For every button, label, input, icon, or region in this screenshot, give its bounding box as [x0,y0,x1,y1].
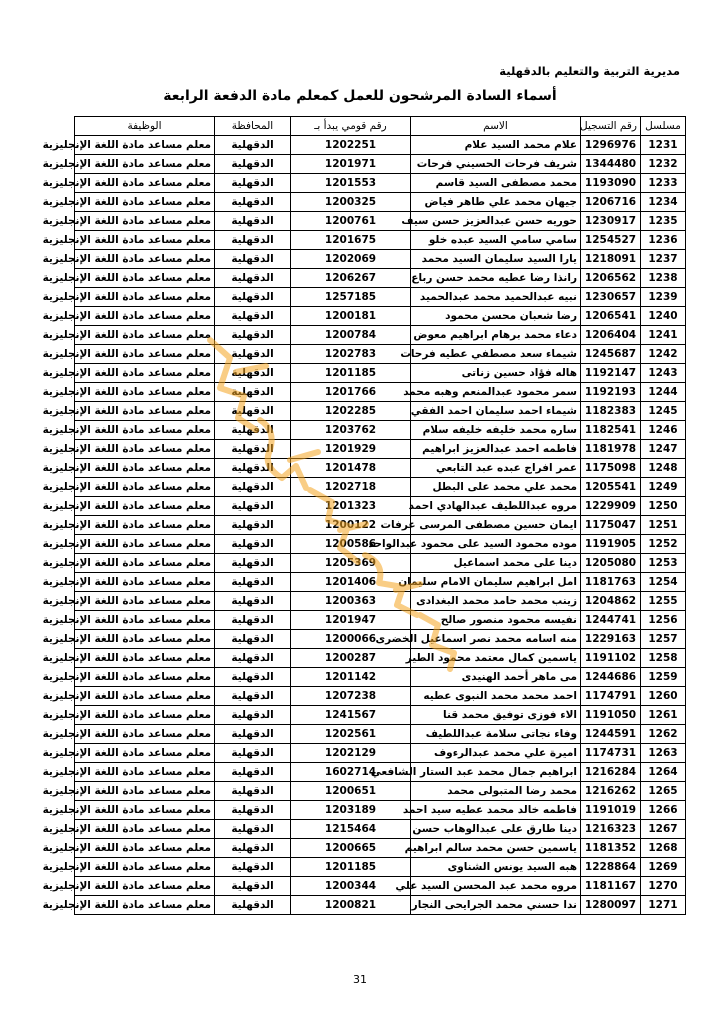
cell-gov: الدقهلية [215,231,291,250]
cell-job: معلم مساعد مادة اللغة الإنجليزية [75,630,215,649]
table-row [75,174,686,193]
cell-name: جيهان محمد علي طاهر فياض [411,193,581,212]
cell-job: معلم مساعد مادة اللغة الإنجليزية [75,725,215,744]
table-row [75,193,686,212]
table-row [75,326,686,345]
cell-nid: 1200586 [291,535,411,554]
cell-nid: 1201675 [291,231,411,250]
cell-name: رضا شعبان محسن محمود [411,307,581,326]
cell-reg: 1206562 [581,269,641,288]
cell-nid: 1201185 [291,364,411,383]
cell-name: ندا حسني محمد الجرايحى النجار [411,896,581,915]
cell-gov: الدقهلية [215,516,291,535]
table-row [75,288,686,307]
table-header-row [75,117,686,136]
cell-name: دعاء محمد برهام ابراهيم معوض [411,326,581,345]
table-row [75,668,686,687]
column-header-serial: مسلسل [641,117,686,136]
table-row [75,782,686,801]
cell-job: معلم مساعد مادة اللغة الإنجليزية [75,383,215,402]
cell-gov: الدقهلية [215,383,291,402]
cell-name: نفيسه محمود منصور صالح [411,611,581,630]
cell-reg: 1175047 [581,516,641,535]
cell-serial: 1268 [641,839,686,858]
cell-job: معلم مساعد مادة اللغة الإنجليزية [75,231,215,250]
cell-serial: 1257 [641,630,686,649]
cell-job: معلم مساعد مادة اللغة الإنجليزية [75,744,215,763]
cell-reg: 1206404 [581,326,641,345]
cell-nid: 1207238 [291,687,411,706]
table-row [75,592,686,611]
cell-name: مروه عبداللطيف عبدالهادي احمد [411,497,581,516]
cell-job: معلم مساعد مادة اللغة الإنجليزية [75,687,215,706]
cell-serial: 1253 [641,554,686,573]
cell-serial: 1252 [641,535,686,554]
cell-nid: 1201766 [291,383,411,402]
cell-reg: 1229163 [581,630,641,649]
cell-nid: 1215464 [291,820,411,839]
cell-nid: 1200665 [291,839,411,858]
cell-name: اميرة علي محمد عبدالرءوف [411,744,581,763]
cell-reg: 1244591 [581,725,641,744]
table-row [75,535,686,554]
cell-serial: 1241 [641,326,686,345]
cell-name: احمد محمد محمد النبوى عطيه [411,687,581,706]
cell-job: معلم مساعد مادة اللغة الإنجليزية [75,801,215,820]
cell-gov: الدقهلية [215,592,291,611]
table-row [75,231,686,250]
cell-reg: 1229909 [581,497,641,516]
cell-serial: 1271 [641,896,686,915]
cell-gov: الدقهلية [215,573,291,592]
cell-serial: 1269 [641,858,686,877]
cell-gov: الدقهلية [215,459,291,478]
cell-reg: 1245687 [581,345,641,364]
cell-serial: 1242 [641,345,686,364]
cell-name: رانذا رضا عطيه محمد حسن رباع [411,269,581,288]
cell-name: فاطمه خالد محمد عطيه سيد احمد [411,801,581,820]
cell-job: معلم مساعد مادة اللغة الإنجليزية [75,193,215,212]
cell-nid: 1202718 [291,478,411,497]
cell-reg: 1216262 [581,782,641,801]
cell-nid: 1201929 [291,440,411,459]
cell-serial: 1264 [641,763,686,782]
table-row [75,383,686,402]
cell-name: ايمان حسين مصطفى المرسى عرفات [411,516,581,535]
cell-reg: 1182383 [581,402,641,421]
cell-gov: الدقهلية [215,269,291,288]
table-row [75,801,686,820]
cell-job: معلم مساعد مادة اللغة الإنجليزية [75,649,215,668]
cell-job: معلم مساعد مادة اللغة الإنجليزية [75,573,215,592]
cell-reg: 1218091 [581,250,641,269]
cell-gov: الدقهلية [215,440,291,459]
cell-job: معلم مساعد مادة اللغة الإنجليزية [75,516,215,535]
table-row [75,554,686,573]
cell-gov: الدقهلية [215,896,291,915]
cell-job: معلم مساعد مادة اللغة الإنجليزية [75,763,215,782]
cell-gov: الدقهلية [215,782,291,801]
cell-gov: الدقهلية [215,839,291,858]
cell-serial: 1256 [641,611,686,630]
cell-name: ياسمين كمال معتمد محمود الطير [411,649,581,668]
cell-gov: الدقهلية [215,535,291,554]
cell-reg: 1228864 [581,858,641,877]
cell-gov: الدقهلية [215,668,291,687]
cell-reg: 1181167 [581,877,641,896]
cell-reg: 1191102 [581,649,641,668]
cell-serial: 1248 [641,459,686,478]
cell-job: معلم مساعد مادة اللغة الإنجليزية [75,269,215,288]
cell-name: شيماء سعد مصطفي عطيه فرحات [411,345,581,364]
cell-nid: 1201971 [291,155,411,174]
cell-serial: 1237 [641,250,686,269]
cell-gov: الدقهلية [215,725,291,744]
table-row [75,820,686,839]
cell-nid: 1257185 [291,288,411,307]
cell-gov: الدقهلية [215,630,291,649]
cell-gov: الدقهلية [215,478,291,497]
cell-nid: 1200181 [291,307,411,326]
cell-job: معلم مساعد مادة اللغة الإنجليزية [75,326,215,345]
cell-job: معلم مساعد مادة اللغة الإنجليزية [75,250,215,269]
cell-serial: 1260 [641,687,686,706]
cell-serial: 1233 [641,174,686,193]
cell-gov: الدقهلية [215,288,291,307]
table-row [75,706,686,725]
cell-name: منه اسامه محمد نصر اسماعيل الخضرى [411,630,581,649]
cell-serial: 1258 [641,649,686,668]
cell-serial: 1236 [641,231,686,250]
cell-nid: 1200651 [291,782,411,801]
cell-serial: 1262 [641,725,686,744]
page-number: 31 [353,973,367,986]
cell-nid: 1203762 [291,421,411,440]
cell-nid: 1202251 [291,136,411,155]
cell-gov: الدقهلية [215,307,291,326]
cell-name: محمد علي محمد على البطل [411,478,581,497]
cell-name: سمر محمود عبدالمنعم وهبه محمد [411,383,581,402]
table-row [75,402,686,421]
cell-job: معلم مساعد مادة اللغة الإنجليزية [75,706,215,725]
cell-job: معلم مساعد مادة اللغة الإنجليزية [75,440,215,459]
cell-nid: 1241567 [291,706,411,725]
cell-reg: 1191905 [581,535,641,554]
column-header-national-id: رقم قومي يبدأ بـ [291,117,411,136]
table-row [75,478,686,497]
cell-name: الاء فوزى توفيق محمد قنا [411,706,581,725]
cell-reg: 1344480 [581,155,641,174]
cell-gov: الدقهلية [215,250,291,269]
cell-job: معلم مساعد مادة اللغة الإنجليزية [75,535,215,554]
cell-serial: 1254 [641,573,686,592]
cell-reg: 1216284 [581,763,641,782]
cell-job: معلم مساعد مادة اللغة الإنجليزية [75,212,215,231]
cell-serial: 1259 [641,668,686,687]
cell-gov: الدقهلية [215,554,291,573]
cell-reg: 1191019 [581,801,641,820]
table-row [75,630,686,649]
cell-gov: الدقهلية [215,820,291,839]
cell-job: معلم مساعد مادة اللغة الإنجليزية [75,820,215,839]
cell-serial: 1250 [641,497,686,516]
cell-job: معلم مساعد مادة اللغة الإنجليزية [75,896,215,915]
cell-job: معلم مساعد مادة اللغة الإنجليزية [75,782,215,801]
cell-reg: 1216323 [581,820,641,839]
cell-reg: 1206716 [581,193,641,212]
cell-gov: الدقهلية [215,877,291,896]
cell-name: مى ماهر أحمد الهنيدى [411,668,581,687]
cell-job: معلم مساعد مادة اللغة الإنجليزية [75,877,215,896]
cell-gov: الدقهلية [215,402,291,421]
table-row [75,421,686,440]
column-header-job: الوظيفة [75,117,215,136]
table-row [75,440,686,459]
cell-nid: 1201406 [291,573,411,592]
table-row [75,649,686,668]
cell-reg: 1181978 [581,440,641,459]
table-body [42,136,686,915]
table-row [75,364,686,383]
cell-job: معلم مساعد مادة اللغة الإنجليزية [75,858,215,877]
cell-nid: 1202129 [291,744,411,763]
cell-job: معلم مساعد مادة اللغة الإنجليزية [75,554,215,573]
cell-serial: 1267 [641,820,686,839]
cell-job: معلم مساعد مادة اللغة الإنجليزية [75,668,215,687]
table-row [75,345,686,364]
cell-name: محمد مصطفى السيد قاسم [411,174,581,193]
table-row [75,611,686,630]
cell-reg: 1182541 [581,421,641,440]
cell-reg: 1254527 [581,231,641,250]
cell-gov: الدقهلية [215,649,291,668]
cell-gov: الدقهلية [215,801,291,820]
cell-reg: 1174791 [581,687,641,706]
cell-serial: 1234 [641,193,686,212]
cell-serial: 1261 [641,706,686,725]
cell-reg: 1204862 [581,592,641,611]
cell-reg: 1205541 [581,478,641,497]
cell-job: معلم مساعد مادة اللغة الإنجليزية [75,345,215,364]
cell-serial: 1238 [641,269,686,288]
cell-name: سامي سامي السيد عبده خلو [411,231,581,250]
cell-reg: 1230917 [581,212,641,231]
cell-gov: الدقهلية [215,136,291,155]
cell-gov: الدقهلية [215,421,291,440]
cell-job: معلم مساعد مادة اللغة الإنجليزية [75,478,215,497]
cell-reg: 1206541 [581,307,641,326]
cell-reg: 1192193 [581,383,641,402]
table-row [75,763,686,782]
cell-job: معلم مساعد مادة اللغة الإنجليزية [75,136,215,155]
document-title: أسماء السادة المرشحون للعمل كمعلم مادة الدفعة الرابعة [163,88,557,104]
table-row [75,307,686,326]
cell-job: معلم مساعد مادة اللغة الإنجليزية [75,307,215,326]
cell-name: دينا على محمد اسماعيل [411,554,581,573]
cell-nid: 1201142 [291,668,411,687]
cell-job: معلم مساعد مادة اللغة الإنجليزية [75,497,215,516]
cell-job: معلم مساعد مادة اللغة الإنجليزية [75,364,215,383]
cell-reg: 1205080 [581,554,641,573]
cell-serial: 1240 [641,307,686,326]
cell-nid: 1200761 [291,212,411,231]
cell-nid: 1202561 [291,725,411,744]
cell-job: معلم مساعد مادة اللغة الإنجليزية [75,592,215,611]
cell-serial: 1265 [641,782,686,801]
cell-name: دينا طارق على عبدالوهاب حسن [411,820,581,839]
cell-job: معلم مساعد مادة اللغة الإنجليزية [75,402,215,421]
column-header-governorate: المحافظة [215,117,291,136]
cell-reg: 1181763 [581,573,641,592]
table-row [75,497,686,516]
cell-gov: الدقهلية [215,155,291,174]
table-row [75,250,686,269]
cell-nid: 1200344 [291,877,411,896]
cell-serial: 1231 [641,136,686,155]
cell-reg: 1244741 [581,611,641,630]
cell-nid: 1200363 [291,592,411,611]
cell-nid: 1200122 [291,516,411,535]
cell-name: فاطمه احمد عبدالعزيز ابراهيم [411,440,581,459]
cell-name: عمر افراج عبده عبد التابعي [411,459,581,478]
table-row [75,877,686,896]
table-row [75,858,686,877]
cell-serial: 1255 [641,592,686,611]
cell-gov: الدقهلية [215,345,291,364]
cell-job: معلم مساعد مادة اللغة الإنجليزية [75,459,215,478]
table-row [75,136,686,155]
cell-name: حوريه حسن عبدالعزيز حسن سيف [411,212,581,231]
cell-serial: 1245 [641,402,686,421]
cell-serial: 1246 [641,421,686,440]
cell-job: معلم مساعد مادة اللغة الإنجليزية [75,174,215,193]
cell-nid: 1205369 [291,554,411,573]
cell-name: علام محمد السيد علام [411,136,581,155]
column-header-registration: رقم التسجيل [581,117,641,136]
cell-gov: الدقهلية [215,193,291,212]
cell-name: محمد رضا المتبولى محمد [411,782,581,801]
table-row [75,573,686,592]
cell-nid: 1200821 [291,896,411,915]
table-row [75,687,686,706]
table-row [75,744,686,763]
cell-name: يارا السيد سليمان السيد محمد [411,250,581,269]
cell-nid: 1201553 [291,174,411,193]
cell-gov: الدقهلية [215,687,291,706]
cell-name: ابراهيم جمال محمد عبد الستار الشافعي [411,763,581,782]
cell-reg: 1191050 [581,706,641,725]
cell-nid: 1201947 [291,611,411,630]
cell-gov: الدقهلية [215,497,291,516]
table-row [75,839,686,858]
cell-name: شريف فرحات الحسيني فرحات [411,155,581,174]
cell-serial: 1270 [641,877,686,896]
cell-name: شيماء احمد سليمان احمد الفقي [411,402,581,421]
cell-nid: 1202285 [291,402,411,421]
cell-name: موده محمود السيد على محمود عبدالواحد [411,535,581,554]
cell-nid: 1602714 [291,763,411,782]
cell-reg: 1181352 [581,839,641,858]
cell-serial: 1235 [641,212,686,231]
cell-nid: 1201185 [291,858,411,877]
cell-nid: 1203189 [291,801,411,820]
cell-serial: 1263 [641,744,686,763]
cell-reg: 1175098 [581,459,641,478]
cell-gov: الدقهلية [215,364,291,383]
cell-serial: 1239 [641,288,686,307]
cell-gov: الدقهلية [215,858,291,877]
cell-nid: 1202783 [291,345,411,364]
cell-reg: 1296976 [581,136,641,155]
organization-header: مديرية التربية والتعليم بالدقهلية [499,64,680,78]
cell-job: معلم مساعد مادة اللغة الإنجليزية [75,288,215,307]
cell-job: معلم مساعد مادة اللغة الإنجليزية [75,839,215,858]
cell-name: ساره محمد خليفه خليفه سلام [411,421,581,440]
cell-name: وفاء نجاتى سلامة عبداللطيف [411,725,581,744]
cell-name: نبيه عبدالحميد محمد عبدالحميد [411,288,581,307]
cell-serial: 1232 [641,155,686,174]
cell-reg: 1174731 [581,744,641,763]
table-row [75,459,686,478]
cell-nid: 1200325 [291,193,411,212]
cell-reg: 1230657 [581,288,641,307]
cell-nid: 1200066 [291,630,411,649]
cell-nid: 1201323 [291,497,411,516]
cell-gov: الدقهلية [215,744,291,763]
cell-serial: 1249 [641,478,686,497]
cell-name: امل ابراهيم سليمان الامام سليمان [411,573,581,592]
table-row [75,212,686,231]
cell-reg: 1192147 [581,364,641,383]
cell-job: معلم مساعد مادة اللغة الإنجليزية [75,611,215,630]
cell-gov: الدقهلية [215,174,291,193]
cell-gov: الدقهلية [215,212,291,231]
cell-serial: 1251 [641,516,686,535]
cell-nid: 1201478 [291,459,411,478]
column-header-name: الاسم [411,117,581,136]
candidates-table [42,116,686,915]
cell-gov: الدقهلية [215,706,291,725]
table-row [75,155,686,174]
cell-gov: الدقهلية [215,763,291,782]
table-row [75,725,686,744]
table-row [75,896,686,915]
cell-name: زينب محمد حامد محمد البغدادى [411,592,581,611]
cell-serial: 1247 [641,440,686,459]
cell-gov: الدقهلية [215,326,291,345]
table-row [75,269,686,288]
cell-serial: 1244 [641,383,686,402]
cell-name: هاله فؤاد حسين زناتى [411,364,581,383]
cell-reg: 1244686 [581,668,641,687]
cell-serial: 1243 [641,364,686,383]
cell-job: معلم مساعد مادة اللغة الإنجليزية [75,155,215,174]
cell-nid: 1202069 [291,250,411,269]
cell-job: معلم مساعد مادة اللغة الإنجليزية [75,421,215,440]
cell-reg: 1193090 [581,174,641,193]
table-row [75,516,686,535]
cell-gov: الدقهلية [215,611,291,630]
cell-nid: 1206267 [291,269,411,288]
cell-serial: 1266 [641,801,686,820]
cell-name: مروه محمد عبد المحسن السيد علي [411,877,581,896]
cell-reg: 1280097 [581,896,641,915]
cell-nid: 1200287 [291,649,411,668]
cell-nid: 1200784 [291,326,411,345]
cell-name: هبه السيد يونس الشناوى [411,858,581,877]
cell-name: ياسمين حسن محمد سالم ابراهيم [411,839,581,858]
